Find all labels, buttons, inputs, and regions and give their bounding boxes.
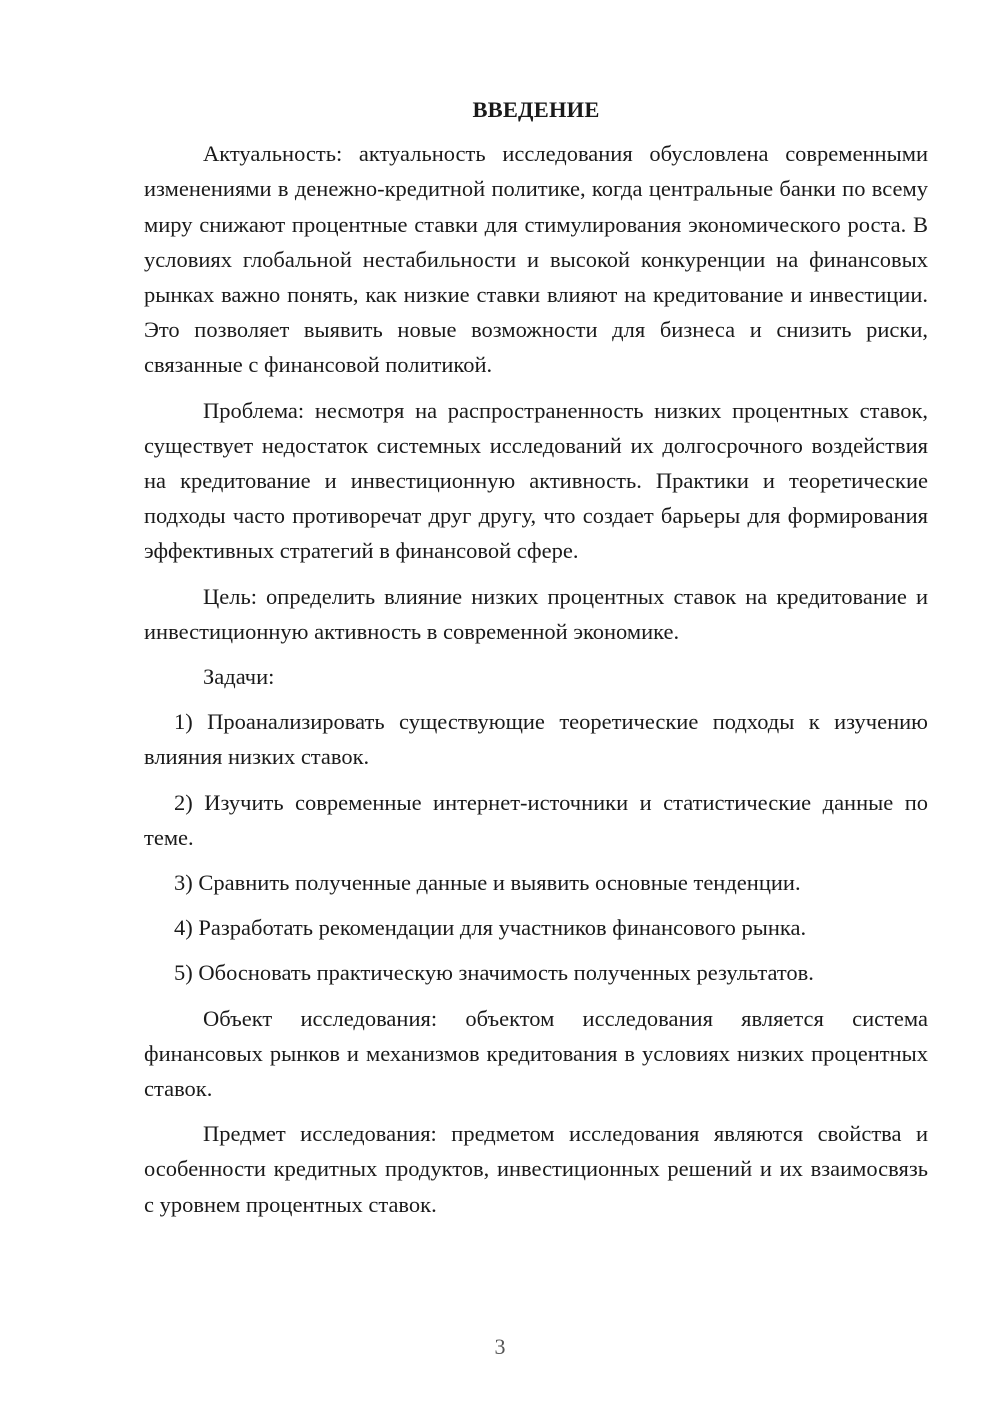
task-item-1: 1) Проанализировать существующие теоретические подходы к изучению влияния низких ставок. <box>144 709 928 770</box>
task-item-2: 2) Изучить современные интернет-источники и статистические данные по теме. <box>144 789 928 850</box>
task-item-4: 4) Разработать рекомендации для участников финансового рынка. <box>174 915 807 941</box>
subject-paragraph: Предмет исследования: предметом исследования являются свойства и особенности кредитных продуктов, инвестиционных решений и их взаимосвязь с уровнем процентных ставок. <box>144 1121 928 1217</box>
page-content <box>144 92 928 1232</box>
object-paragraph: Объект исследования: объектом исследования является система финансовых рынков и механизмов кредитования в условиях низких процентных ставок. <box>144 1005 928 1102</box>
goal-paragraph: Цель: определить влияние низких процентных ставок на кредитование и инвестиционную активность в современной экономике. <box>144 583 928 644</box>
task-item-5: 5) Обосновать практическую значимость полученных результатов. <box>174 960 814 986</box>
relevance-paragraph: Актуальность: актуальность исследования обусловлена современными изменениями в денежно-кредитной политике, когда центральные банки по всему миру снижают процентные ставки для стимулирования экономического роста. В условиях глобальной нестабильности и высокой конкуренции на финансовых рынках важно понять, как низкие ставки влияют на кредитование и инвестиции. Это позволяет выявить новые возможности для бизнеса и снизить риски, связанные с финансовой политикой. <box>144 141 928 378</box>
problem-paragraph: Проблема: несмотря на распространенность низких процентных ставок, существует недостаток системных исследований их долгосрочного воздействия на кредитование и инвестиционную активность. Практики и теоретические подходы часто противоречат друг другу, что создает барьеры для формирования эффективных стратегий в финансовой сфере. <box>144 397 928 564</box>
page-number: 3 <box>494 1334 506 1359</box>
tasks-label: Задачи: <box>203 664 275 690</box>
section-heading: ВВЕДЕНИЕ <box>472 97 600 122</box>
task-item-3: 3) Сравнить полученные данные и выявить основные тенденции. <box>174 870 801 896</box>
